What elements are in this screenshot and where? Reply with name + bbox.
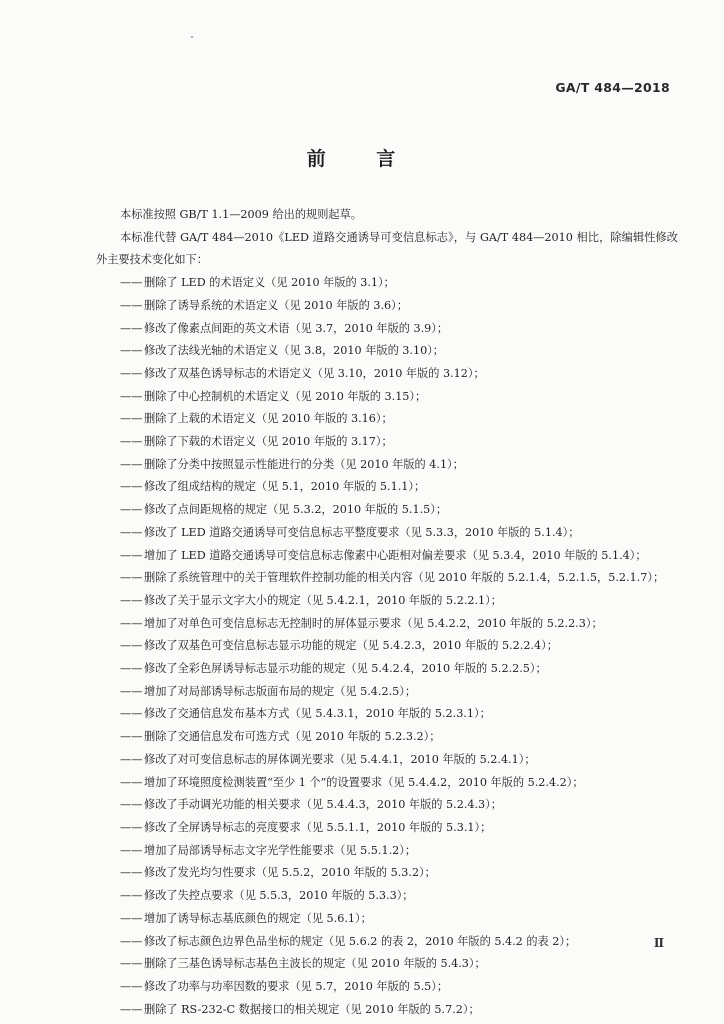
item-dash: —— — [120, 503, 143, 517]
change-item — [96, 590, 678, 613]
item-dash: —— — [120, 957, 143, 971]
item-dash: —— — [120, 684, 143, 698]
item-dash: —— — [120, 389, 143, 403]
change-item — [96, 340, 678, 363]
change-item-text: 删除了诱导系统的术语定义（见 2010 年版的 3.6）； — [144, 298, 408, 312]
change-item — [96, 908, 678, 931]
item-dash: —— — [120, 344, 143, 358]
change-item — [96, 499, 678, 522]
change-item-text: 修改了失控点要求（见 5.5.3，2010 年版的 5.3.3）； — [144, 889, 414, 903]
change-item-text: 修改了标志颜色边界色品坐标的规定（见 5.6.2 的表 2，2010 年版的 5.4.2 的表 2）； — [144, 934, 577, 948]
change-item-text: 修改了双基色可变信息标志显示功能的规定（见 5.4.2.3，2010 年版的 5.2.2.4）； — [144, 639, 558, 653]
item-dash: —— — [120, 707, 143, 721]
item-dash: —— — [120, 775, 143, 789]
change-item-text: 增加了 LED 道路交通诱导可变信息标志像素中心距相对偏差要求（见 5.3.4，2010 年版的 5.1.4）； — [144, 548, 647, 562]
change-item — [96, 567, 678, 590]
change-item-text: 修改了双基色诱导标志的术语定义（见 3.10，2010 年版的 3.12）； — [144, 366, 485, 380]
change-item-text: 删除了上载的术语定义（见 2010 年版的 3.16）； — [144, 412, 393, 426]
change-item-text: 修改了法线光轴的术语定义（见 3.8，2010 年版的 3.10）； — [144, 344, 444, 358]
change-item — [96, 976, 678, 999]
change-item-text: 修改了点间距规格的规定（见 5.3.2，2010 年版的 5.1.5）； — [144, 503, 448, 517]
item-dash: —— — [120, 639, 143, 653]
change-item-text: 删除了中心控制机的术语定义（见 2010 年版的 3.15）； — [144, 389, 427, 403]
change-item-text: 增加了环境照度检测装置“至少 1 个”的设置要求（见 5.4.4.2，2010 年版的 5.2.4.2）； — [144, 775, 584, 789]
change-item-text: 修改了关于显示文字大小的规定（见 5.4.2.1，2010 年版的 5.2.2.1）； — [144, 593, 502, 607]
change-item — [96, 817, 678, 840]
change-item — [96, 885, 678, 908]
change-item-text: 删除了 RS-232-C 数据接口的相关规定（见 2010 年版的 5.7.2）； — [144, 1002, 480, 1016]
item-dash: —— — [120, 1002, 143, 1016]
change-item-text: 修改了功率与功率因数的要求（见 5.7，2010 年版的 5.5）； — [144, 979, 449, 993]
change-item — [96, 431, 678, 454]
change-item — [96, 363, 678, 386]
change-item-text: 修改了对可变信息标志的屏体调光要求（见 5.4.4.1，2010 年版的 5.2.4.1）； — [144, 752, 536, 766]
change-item-text: 修改了发光均匀性要求（见 5.5.2，2010 年版的 5.3.2）； — [144, 866, 436, 880]
item-dash: —— — [120, 276, 143, 290]
change-item-text: 增加了局部诱导标志文字光学性能要求（见 5.5.1.2）； — [144, 843, 417, 857]
change-item-text: 修改了全彩色屏诱导标志显示功能的规定（见 5.4.2.4，2010 年版的 5.2.2.5）； — [144, 662, 547, 676]
change-item-text: 修改了组成结构的规定（见 5.1，2010 年版的 5.1.1）； — [144, 480, 426, 494]
change-item — [96, 635, 678, 658]
item-dash: —— — [120, 321, 143, 335]
change-item-text: 删除了三基色诱导标志基色主波长的规定（见 2010 年版的 5.4.3）； — [144, 957, 486, 971]
change-item-text: 增加了对单色可变信息标志无控制时的屏体显示要求（见 5.4.2.2，2010 年版的 5.2.2.3）； — [144, 616, 603, 630]
item-dash: —— — [120, 798, 143, 812]
item-dash: —— — [120, 616, 143, 630]
item-dash: —— — [120, 730, 143, 744]
standard-code: GA/T 484—2018 — [555, 80, 670, 95]
item-dash: —— — [120, 843, 143, 857]
change-item — [96, 522, 678, 545]
change-item-text: 增加了诱导标志基底颜色的规定（见 5.6.1）； — [144, 911, 372, 925]
item-dash: —— — [120, 593, 143, 607]
intro-paragraph-2: 本标准代替 GA/T 484—2010《LED 道路交通诱导可变信息标志》，与 GA/T 484—2010 相比，除编辑性修改外主要技术变化如下： — [96, 230, 678, 267]
scan-speck — [191, 36, 193, 38]
change-item — [96, 840, 678, 863]
change-item-text: 删除了分类中按照显示性能进行的分类（见 2010 年版的 4.1）； — [144, 457, 464, 471]
change-item — [96, 408, 678, 431]
item-dash: —— — [120, 457, 143, 471]
document-body — [96, 204, 678, 1021]
change-item — [96, 658, 678, 681]
change-item — [96, 295, 678, 318]
item-dash: —— — [120, 412, 143, 426]
change-item — [96, 953, 678, 976]
change-item — [96, 476, 678, 499]
page-title: 前 言 — [306, 148, 418, 170]
change-item-text: 修改了交通信息发布基本方式（见 5.4.3.1，2010 年版的 5.2.3.1）； — [144, 707, 491, 721]
item-dash: —— — [120, 298, 143, 312]
change-item — [96, 862, 678, 885]
change-item — [96, 999, 678, 1022]
item-dash: —— — [120, 662, 143, 676]
change-item — [96, 454, 678, 477]
change-item — [96, 272, 678, 295]
item-dash: —— — [120, 889, 143, 903]
item-dash: —— — [120, 366, 143, 380]
change-item-text: 删除了 LED 的术语定义（见 2010 年版的 3.1）； — [144, 276, 395, 290]
change-item-text: 删除了下载的术语定义（见 2010 年版的 3.17）； — [144, 435, 393, 449]
item-dash: —— — [120, 525, 143, 539]
item-dash: —— — [120, 979, 143, 993]
intro-paragraph-1: 本标准按照 GB/T 1.1—2009 给出的规则起草。 — [120, 208, 362, 221]
item-dash: —— — [120, 866, 143, 880]
item-dash: —— — [120, 934, 143, 948]
item-dash: —— — [120, 911, 143, 925]
item-dash: —— — [120, 435, 143, 449]
change-item-text: 删除了系统管理中的关于管理软件控制功能的相关内容（见 2010 年版的 5.2.1.4，5.2.1.5，5.2.1.7）； — [144, 571, 665, 585]
change-item-text: 修改了像素点间距的英文术语（见 3.7，2010 年版的 3.9）； — [144, 321, 449, 335]
change-item — [96, 318, 678, 341]
change-item-text: 修改了 LED 道路交通诱导可变信息标志平整度要求（见 5.3.3，2010 年版的 5.1.4）； — [144, 525, 580, 539]
change-item — [96, 386, 678, 409]
change-item — [96, 545, 678, 568]
change-item-text: 修改了全屏诱导标志的亮度要求（见 5.5.1.1，2010 年版的 5.3.1）； — [144, 820, 492, 834]
item-dash: —— — [120, 571, 143, 585]
item-dash: —— — [120, 548, 143, 562]
item-dash: —— — [120, 480, 143, 494]
change-item-text: 删除了交通信息发布可选方式（见 2010 年版的 5.2.3.2）； — [144, 730, 441, 744]
change-item-text: 修改了手动调光功能的相关要求（见 5.4.4.3，2010 年版的 5.2.4.3）； — [144, 798, 502, 812]
change-item — [96, 794, 678, 817]
item-dash: —— — [120, 752, 143, 766]
change-item-text: 增加了对局部诱导标志版面布局的规定（见 5.4.2.5）； — [144, 684, 417, 698]
item-dash: —— — [120, 820, 143, 834]
change-item — [96, 613, 678, 636]
change-item — [96, 726, 678, 749]
change-item — [96, 703, 678, 726]
change-item — [96, 772, 678, 795]
change-item — [96, 931, 678, 954]
change-list — [96, 272, 678, 1021]
page-number: Ⅱ — [653, 936, 664, 950]
change-item — [96, 681, 678, 704]
change-item — [96, 749, 678, 772]
